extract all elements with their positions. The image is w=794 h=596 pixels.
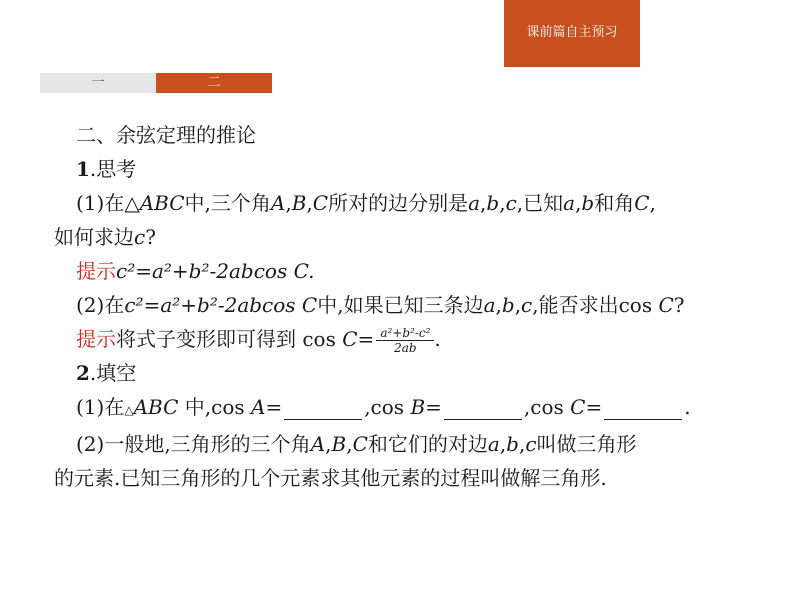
lesson-content (54, 118, 776, 495)
text: 如何求边 (54, 225, 134, 249)
think-title (76, 152, 776, 186)
math-var: ABC (139, 191, 185, 215)
text: ,能否求出cos (532, 293, 659, 317)
text: , (575, 191, 582, 215)
text: ,cos (364, 395, 411, 419)
text: 中,如果已知三条边 (317, 293, 484, 317)
math-formula: c²=a²+b²-2abcos C (124, 293, 318, 317)
math-var: C (352, 432, 368, 456)
text: , (495, 293, 502, 317)
text: , (346, 432, 353, 456)
hint-label: 提示 (76, 327, 116, 351)
hint-label: 提示 (76, 259, 116, 283)
math-var: b (486, 191, 500, 215)
text: ? (673, 293, 685, 317)
text: , (499, 191, 506, 215)
math-var: c (505, 191, 517, 215)
fill-2-line2: 的元素.已知三角形的几个元素求其他元素的过程叫做解三角形. (54, 466, 607, 490)
math-var: A (250, 395, 266, 419)
math-var: C (342, 327, 358, 351)
text: (2)一般地,三角形的三个角 (76, 432, 311, 456)
fill-title (76, 356, 776, 390)
math-var: B (331, 432, 347, 456)
hint-2 (76, 322, 776, 356)
tab-section-two[interactable]: 二 (156, 73, 272, 93)
section-navigation (40, 73, 272, 93)
fill-number: 2 (76, 361, 90, 385)
text: 中,cos (178, 395, 251, 419)
fraction-numerator: a²+b²-c² (376, 326, 434, 341)
text: 中,三个角 (184, 191, 271, 215)
question-1-line1 (76, 186, 776, 220)
blank-cos-a[interactable] (284, 397, 362, 420)
question-2 (76, 288, 776, 322)
text: = (585, 395, 603, 419)
text: ,cos (523, 395, 571, 419)
math-var: a (563, 191, 576, 215)
think-label: .思考 (89, 157, 137, 181)
text: ,已知 (516, 191, 564, 215)
text: , (518, 432, 526, 456)
blank-cos-b[interactable] (444, 397, 522, 420)
text: = (357, 327, 375, 351)
math-var: c (521, 293, 533, 317)
text: (1)在 (76, 395, 125, 419)
math-var: c (525, 432, 537, 456)
math-var: b (501, 293, 515, 317)
math-var: B (410, 395, 426, 419)
text: , (306, 191, 313, 215)
triangle-symbol: △ (124, 403, 134, 417)
cos-fraction (376, 326, 434, 355)
text: . (434, 327, 441, 351)
math-var: b (581, 191, 595, 215)
math-var: b (506, 432, 519, 456)
section-heading: 二、余弦定理的推论 (76, 123, 256, 147)
text: 和角 (594, 191, 635, 215)
text: (2)在 (76, 293, 125, 317)
tab-section-one[interactable]: 一 (40, 73, 156, 93)
math-var: a (483, 293, 496, 317)
text: . (684, 395, 691, 419)
hint-1 (76, 254, 776, 288)
blank-cos-c[interactable] (604, 397, 682, 420)
math-var: B (291, 191, 307, 215)
fill-label: .填空 (89, 361, 137, 385)
think-number: 1 (76, 157, 90, 181)
fill-2-line1 (76, 427, 776, 461)
text: , (514, 293, 522, 317)
math-var: ABC (133, 395, 179, 419)
text: 所对的边分别是 (328, 191, 469, 215)
text: 叫做三角形 (536, 432, 637, 456)
fraction-denominator: 2ab (394, 341, 417, 355)
math-var: C (634, 191, 650, 215)
math-var: A (270, 191, 286, 215)
text: = (265, 395, 283, 419)
text: = (425, 395, 442, 419)
hint-1-formula: c²=a²+b²-2abcos C. (116, 259, 315, 283)
text: , (480, 191, 487, 215)
text: , (649, 191, 656, 215)
math-var: C (570, 395, 586, 419)
fill-1 (76, 390, 776, 427)
math-var: a (468, 191, 481, 215)
text: ? (145, 225, 156, 249)
question-1-line2 (54, 220, 776, 254)
math-var: a (487, 432, 500, 456)
math-var: C (312, 191, 329, 215)
text: 和它们的对边 (367, 432, 488, 456)
text: (1)在△ (76, 191, 140, 215)
math-var: C (658, 293, 674, 317)
text: , (325, 432, 332, 456)
math-var: c (134, 225, 146, 249)
text: , (285, 191, 292, 215)
text: , (499, 432, 507, 456)
text: 将式子变形即可得到 cos (116, 327, 343, 351)
math-var: A (310, 432, 326, 456)
section-header-tab[interactable]: 课前篇自主预习 (504, 0, 640, 67)
